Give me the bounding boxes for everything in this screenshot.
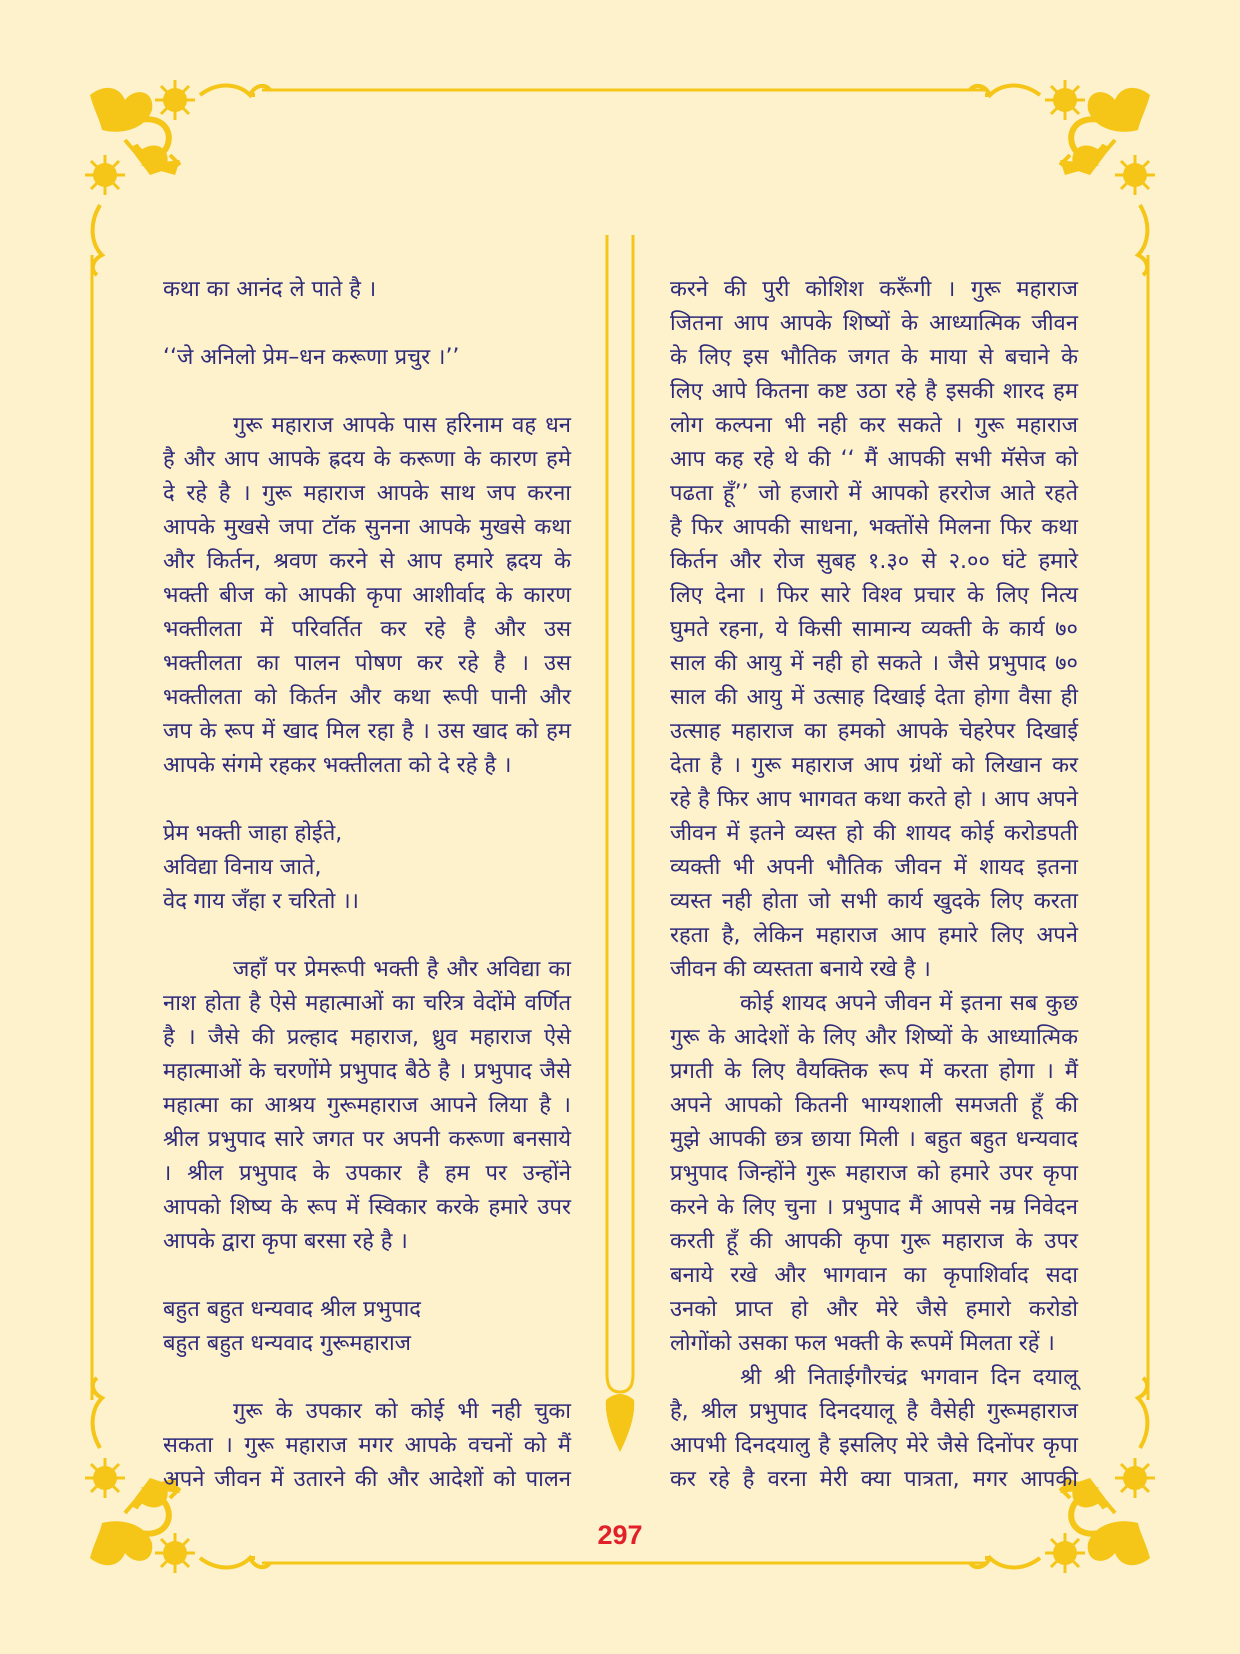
text-line: गुरू के आदेशों के लिए और शिष्यों के आध्यात्मिक	[670, 1025, 1078, 1050]
text-line: भक्तीलता में परिवर्तित कर रहे है और उस	[163, 617, 571, 642]
blank-line	[163, 919, 571, 953]
text-line: अविद्या विनाय जाते,	[163, 855, 322, 880]
text-line: उत्साह महाराज का हमको आपके चेहरेपर दिखाई	[670, 719, 1078, 744]
text-line: लिए आपे कितना कष्ट उठा रहे है इसकी शारद हम	[670, 379, 1078, 404]
text-line: श्री श्री निताईगौरचंद्र भगवान दिन दयालू	[740, 1365, 1078, 1390]
text-line: करने के लिए चुना । प्रभुपाद मैं आपसे नम्र निवेदन	[670, 1195, 1078, 1220]
text-line: बनाये रखे और भागवान का कृपाशिर्वाद सदा	[670, 1263, 1078, 1288]
text-line: भक्तीलता को किर्तन और कथा रूपी पानी और	[163, 685, 571, 710]
text-line: मुझे आपकी छत्र छाया मिली । बहुत बहुत धन्यवाद	[670, 1127, 1078, 1152]
text-line: किर्तन और रोज सुबह १.३० से २.०० घंटे हमारे	[670, 549, 1078, 574]
text-line: प्रगती के लिए वैयक्तिक रूप में करता होगा । मैं	[670, 1059, 1078, 1084]
text-line: जीवन की व्यस्तता बनाये रखे है ।	[670, 957, 931, 982]
text-line: आपको शिष्य के रूप में स्विकार करके हमारे उपर	[163, 1195, 571, 1220]
column-divider-tilak	[607, 235, 633, 1392]
blank-line	[163, 1259, 571, 1293]
text-line: के लिए इस भौतिक जगत के माया से बचाने के	[670, 345, 1078, 370]
text-line: गुरू महाराज आपके पास हरिनाम वह धन	[233, 413, 571, 438]
text-line: रहता है, लेकिन महाराज आप हमारे लिए अपने	[670, 923, 1078, 948]
text-line: साल की आयु में उत्साह दिखाई देता होगा वैसा ही	[670, 685, 1078, 710]
text-line: दे रहे है । गुरू महाराज आपके साथ जप करना	[163, 481, 571, 506]
text-line: रहे है फिर आप भागवत कथा करते हो । आप अपने	[670, 787, 1078, 812]
text-line: कथा का आनंद ले पाते है ।	[163, 277, 377, 302]
text-line: बहुत बहुत धन्यवाद श्रील प्रभुपाद	[163, 1297, 421, 1322]
text-line: साल की आयु में नही हो सकते । जैसे प्रभुपाद ७०	[670, 651, 1078, 676]
text-line: और किर्तन, श्रवण करने से आप हमारे ह्रदय के	[163, 549, 571, 574]
text-line: ‘‘जे अनिलो प्रेम–धन करूणा प्रचुर ।’’	[163, 345, 460, 370]
text-line: महात्माओं के चरणोंमे प्रभुपाद बैठे है । प्रभुपाद जैसे	[163, 1059, 571, 1084]
text-line: गुरू के उपकार को कोई भी नही चुका	[233, 1399, 571, 1424]
text-line: आपके मुखसे जपा टॉक सुनना आपके मुखसे कथा	[163, 515, 571, 540]
text-line: व्यस्त नही होता जो सभी कार्य खुदके लिए करता	[670, 889, 1078, 914]
text-line: । श्रील प्रभुपाद के उपकार है हम पर उन्होंने	[163, 1161, 571, 1186]
text-line: करने की पुरी कोशिश करूँगी । गुरू महाराज	[670, 277, 1078, 302]
text-line: वेद गाय जँहा र चरितो ।।	[163, 889, 360, 914]
text-line: नाश होता है ऐसे महात्माओं का चरित्र वेदोंमे वर्णित	[163, 991, 571, 1016]
text-line: है, श्रील प्रभुपाद दिनदयालू है वैसेही गुरूमहाराज	[670, 1399, 1078, 1424]
text-line: है फिर आपकी साधना, भक्तोंसे मिलना फिर कथा	[670, 515, 1078, 540]
text-line: देता है । गुरू महाराज आप ग्रंथों को लिखान कर	[670, 753, 1078, 778]
text-line: जीवन में इतने व्यस्त हो की शायद कोई करोडपती	[670, 821, 1078, 846]
text-line: सकता । गुरू महाराज मगर आपके वचनों को मैं	[163, 1433, 571, 1458]
text-line: बहुत बहुत धन्यवाद गुरूमहाराज	[163, 1331, 411, 1356]
text-line: लोग कल्पना भी नही कर सकते । गुरू महाराज	[670, 413, 1078, 438]
text-line: उनको प्राप्त हो और मेरे जैसे हमारो करोडो	[670, 1297, 1078, 1322]
text-line: प्रभुपाद जिन्होंने गुरू महाराज को हमारे उपर कृपा	[670, 1161, 1078, 1186]
page-number: 297	[597, 1520, 643, 1550]
text-line: जप के रूप में खाद मिल रहा है । उस खाद को हम	[163, 719, 571, 744]
text-line: आप कह रहे थे की ‘‘ मैं आपकी सभी मॅसेज को	[670, 447, 1078, 472]
text-line: कोई शायद अपने जीवन में इतना सब कुछ	[740, 991, 1078, 1016]
text-line: लिए देना । फिर सारे विश्व प्रचार के लिए नित्य	[670, 583, 1078, 608]
text-line: व्यक्ती भी अपनी भौतिक जीवन में शायद इतना	[670, 855, 1078, 880]
blank-line	[163, 307, 571, 341]
text-line: जहाँ पर प्रेमरूपी भक्ती है और अविद्या का	[233, 957, 571, 982]
text-line: आपभी दिनदयालु है इसलिए मेरे जैसे दिनोंपर कृपा	[670, 1433, 1078, 1458]
text-line: जितना आप आपके शिष्यों के आध्यात्मिक जीवन	[670, 311, 1078, 336]
text-line: श्रील प्रभुपाद सारे जगत पर अपनी करूणा बनसाये	[163, 1127, 571, 1152]
text-line: भक्तीलता का पालन पोषण कर रहे है । उस	[163, 651, 571, 676]
text-line: आपके संगमे रहकर भक्तीलता को दे रहे है ।	[163, 753, 512, 778]
text-line: है और आप आपके ह्रदय के करूणा के कारण हमे	[163, 447, 571, 472]
blank-line	[163, 375, 571, 409]
right-text-column	[670, 273, 1078, 1497]
blank-line	[163, 1361, 571, 1395]
text-line: महात्मा का आश्रय गुरूमहाराज आपने लिया है ।	[163, 1093, 571, 1118]
text-line: अपने आपको कितनी भाग्यशाली समजती हूँ की	[670, 1093, 1078, 1118]
blank-line	[163, 783, 571, 817]
text-line: प्रेम भक्ती जाहा होईते,	[163, 821, 343, 846]
text-line: आपके द्वारा कृपा बरसा रहे है ।	[163, 1229, 408, 1254]
text-line: भक्ती बीज को आपकी कृपा आशीर्वाद के कारण	[163, 583, 571, 608]
text-line: पढता हूँ’’ जो हजारो में आपको हररोज आते रहते	[670, 481, 1078, 506]
text-line: घुमते रहना, ये किसी सामान्य व्यक्ती के कार्य ७०	[670, 617, 1078, 642]
text-line: है । जैसे की प्रल्हाद महाराज, ध्रुव महाराज ऐसे	[163, 1025, 571, 1050]
left-text-column	[163, 273, 571, 1497]
text-line: करती हूँ की आपकी कृपा गुरू महाराज के उपर	[670, 1229, 1078, 1254]
text-line: लोगोंको उसका फल भक्ती के रूपमें मिलता रहें ।	[670, 1331, 1055, 1356]
text-line: कर रहे है वरना मेरी क्या पात्रता, मगर आपकी	[670, 1467, 1078, 1492]
text-line: अपने जीवन में उतारने की और आदेशों को पालन	[163, 1467, 571, 1492]
